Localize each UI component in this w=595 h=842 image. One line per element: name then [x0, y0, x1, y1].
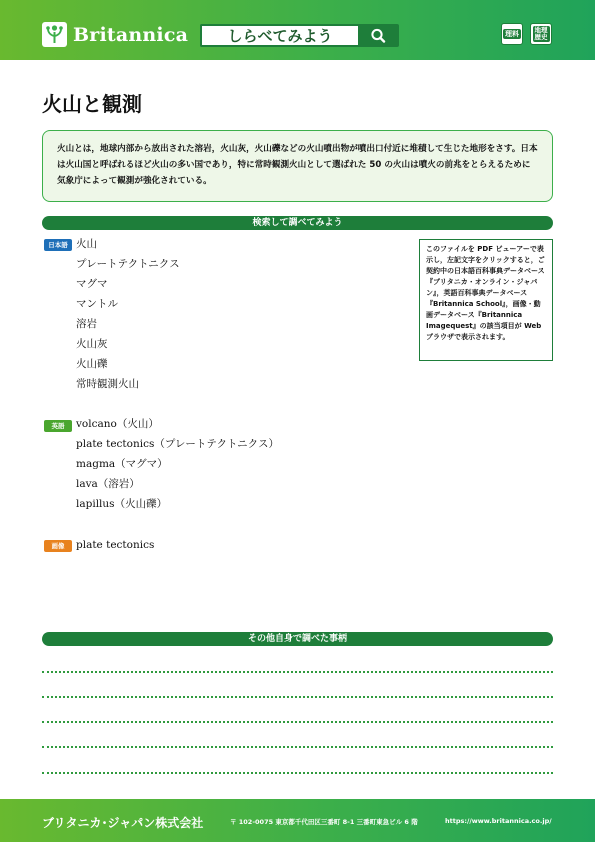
english-term[interactable]: lava（溶岩）	[76, 478, 140, 490]
japanese-badge: 日本語	[44, 239, 72, 251]
japanese-term[interactable]: 火山灰	[76, 338, 108, 350]
search-section-heading: 検索して調べてみよう	[42, 216, 553, 230]
page-title: 火山と観測	[42, 92, 142, 116]
tag-social-label: 地理 歴史	[534, 26, 548, 41]
japanese-term[interactable]: 常時観測火山	[76, 378, 139, 390]
japanese-term[interactable]: マントル	[76, 298, 118, 310]
japanese-term[interactable]: プレートテクトニクス	[76, 258, 180, 270]
logo-text: Britannica	[73, 23, 189, 46]
summary-box: 火山とは，地球内部から放出された溶岩，火山灰，火山礫などの火山噴出物が噴出口付近に堆積して生じた地形をさす。日本は火山国と呼ばれるほど火山の多い国であり，特に常時観測火山として選ばれた 50 の火山は噴火の前兆をとらえるために気象庁によって観測が強化されている。	[42, 130, 553, 202]
footer-bar	[0, 799, 595, 842]
tag-science-label: 理料	[505, 30, 519, 38]
notes-line	[42, 746, 553, 748]
english-term[interactable]: lapillus（火山礫）	[76, 498, 168, 510]
footer-company: ブリタニカ･ジャパン株式会社	[42, 816, 204, 830]
notes-line	[42, 721, 553, 723]
image-term[interactable]: plate tectonics	[76, 539, 155, 551]
header-bar	[0, 0, 595, 60]
english-badge: 英語	[44, 420, 72, 432]
search-icon	[358, 24, 399, 47]
other-section-heading: その他自身で調べた事柄	[42, 632, 553, 646]
pdf-usage-note: このファイルを PDF ビューアーで表示し，左記文字をクリックすると，ご契約中の日本語百科事典データベース『ブリタニカ・オンライン・ジャパン』，英語百科事典データベース『Britannica School』，画像・動画データベース『Britannica Imagequest』の該当項目が Web ブラウザで表示されます。	[419, 239, 553, 361]
footer-address: 〒 102-0075 東京都千代田区三番町 8-1 三番町東急ビル 6 階	[230, 818, 418, 826]
tag-science[interactable]	[501, 23, 523, 45]
english-term[interactable]: magma（マグマ）	[76, 458, 168, 470]
footer-url[interactable]: https://www.britannica.co.jp/	[445, 817, 552, 825]
japanese-term[interactable]: 溶岩	[76, 318, 97, 330]
notes-line	[42, 772, 553, 774]
search-label[interactable]: しらべてみよう	[200, 24, 358, 47]
image-badge: 画像	[44, 540, 72, 552]
thistle-icon	[42, 22, 67, 47]
japanese-term[interactable]: 火山	[76, 238, 97, 250]
search-button[interactable]	[358, 24, 399, 47]
notes-line	[42, 671, 553, 673]
english-term[interactable]: plate tectonics（プレートテクトニクス）	[76, 438, 279, 450]
japanese-term[interactable]: マグマ	[76, 278, 108, 290]
notes-line	[42, 696, 553, 698]
britannica-logo[interactable]	[42, 22, 188, 47]
japanese-term[interactable]: 火山礫	[76, 358, 108, 370]
tag-geography-history[interactable]	[530, 23, 552, 45]
english-term[interactable]: volcano（火山）	[76, 418, 159, 430]
